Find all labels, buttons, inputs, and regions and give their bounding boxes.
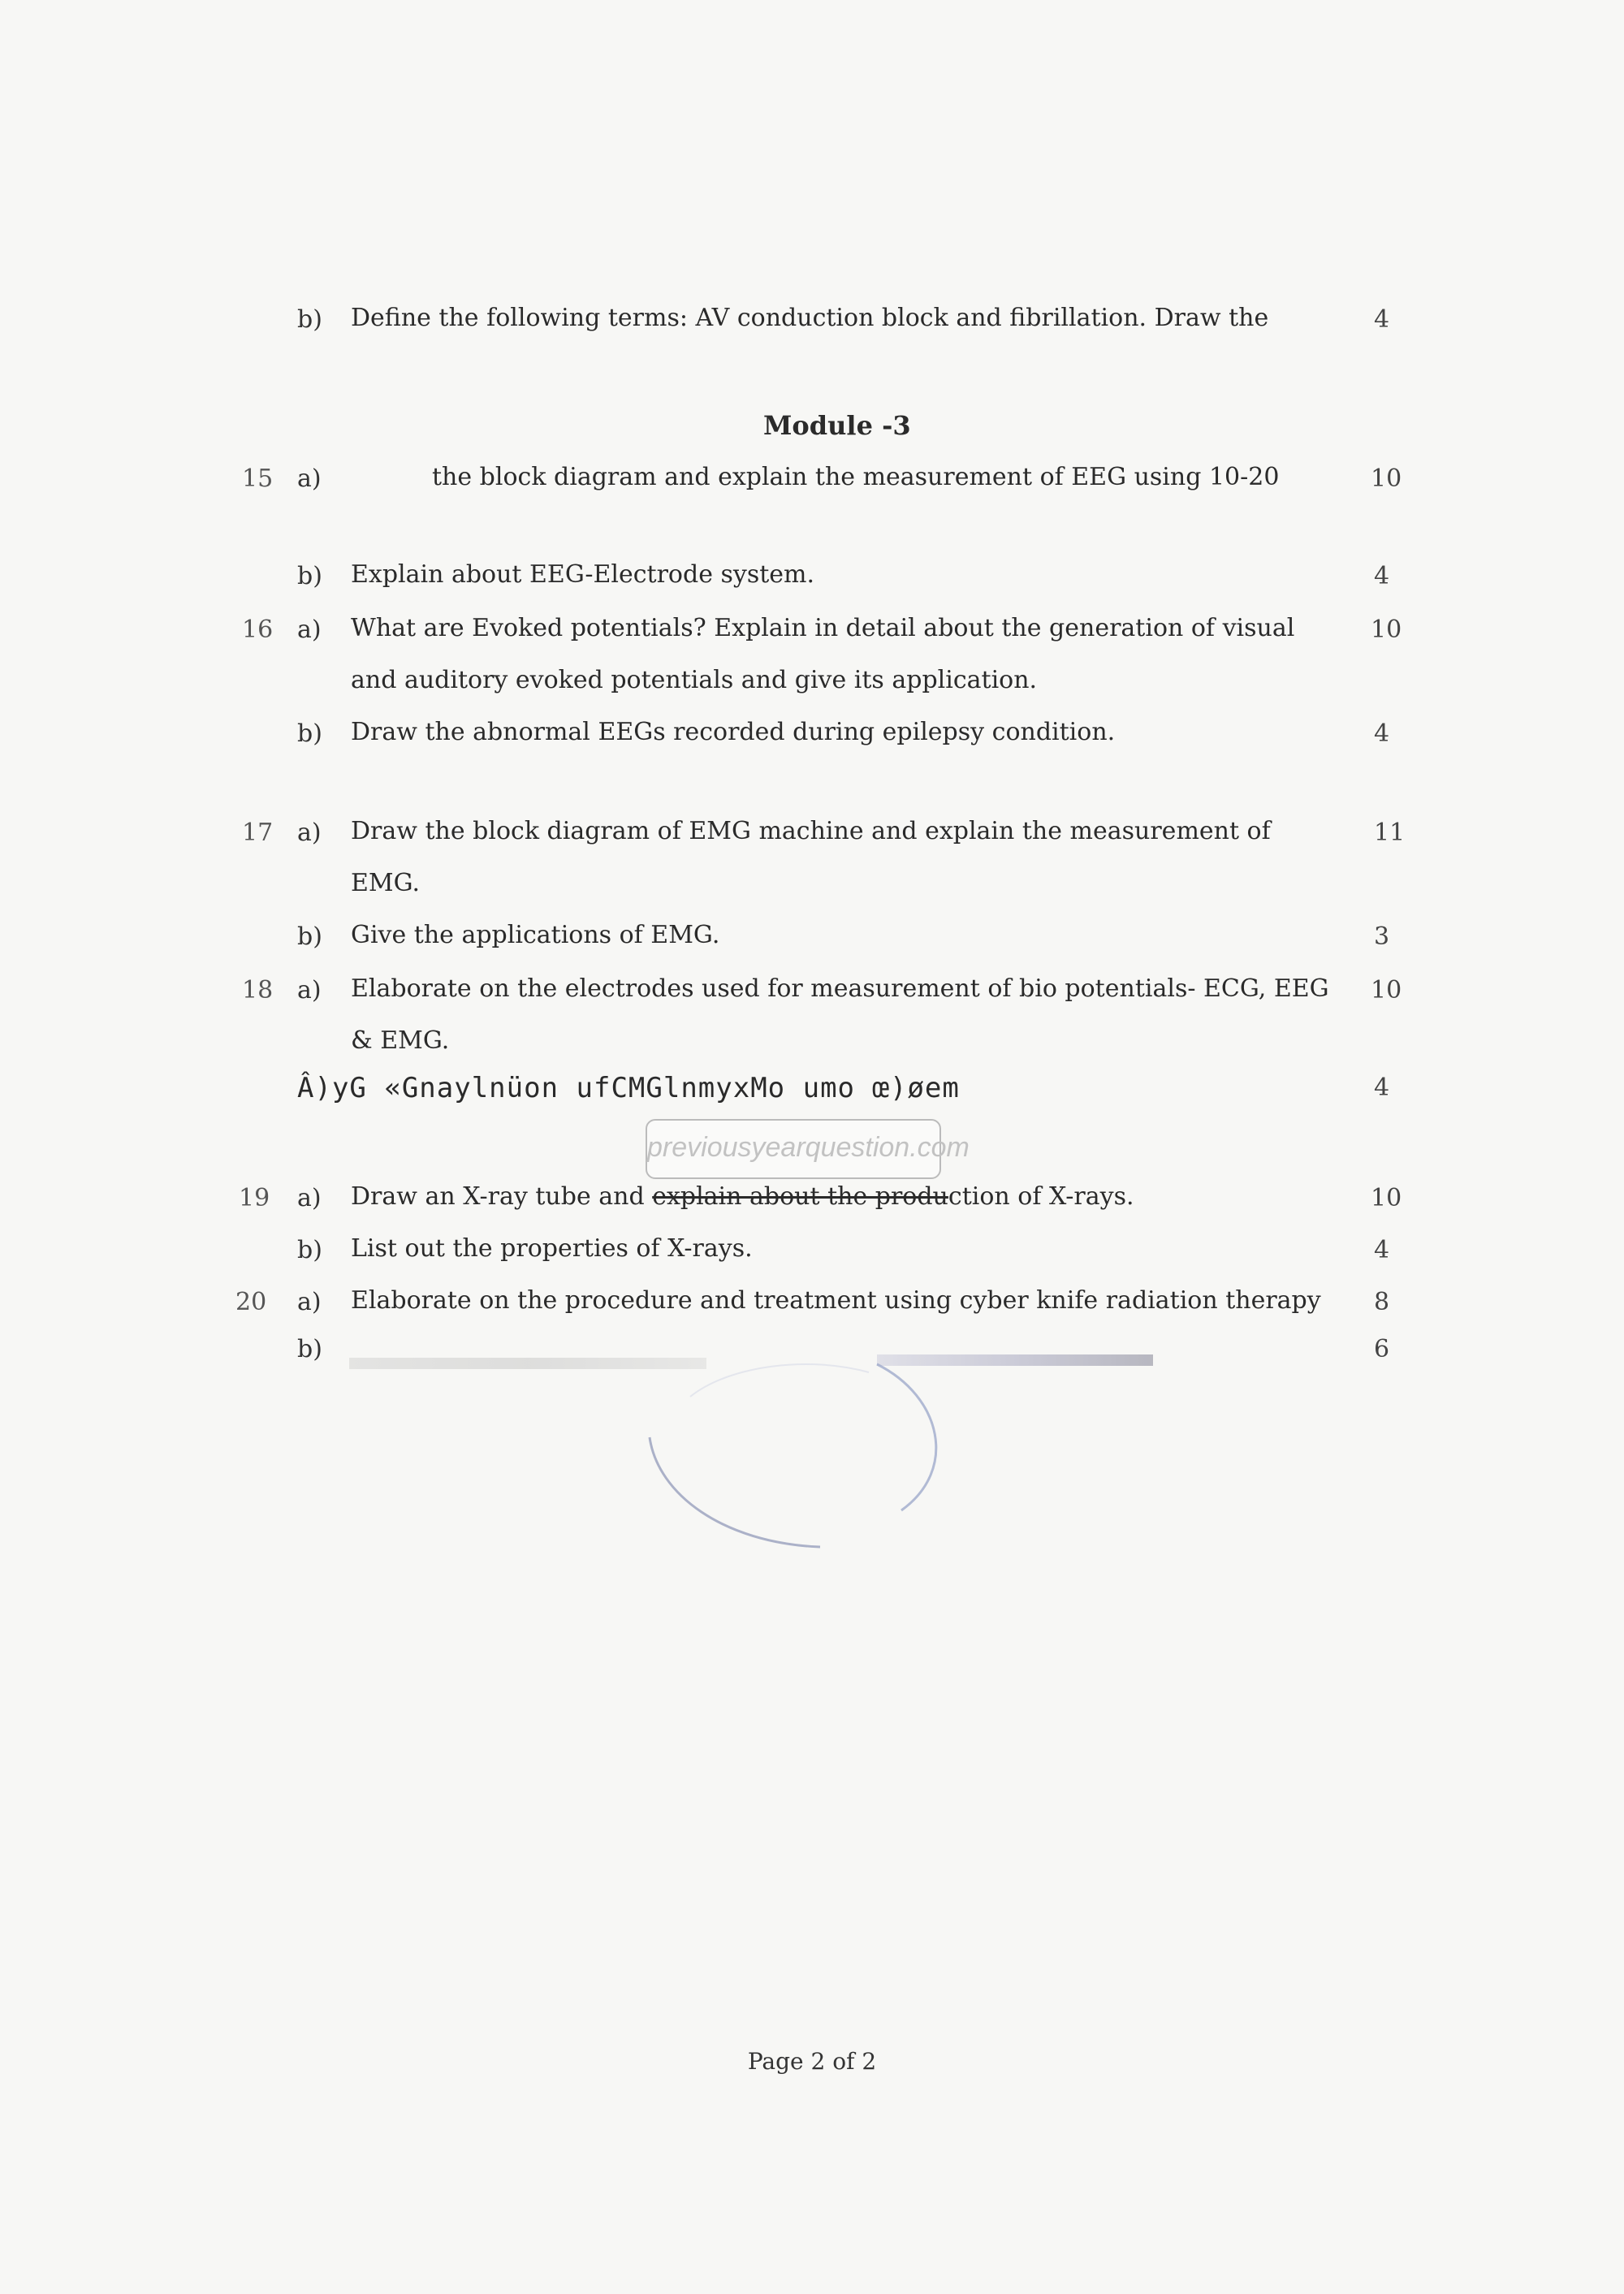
q15a-marks: 10 [1371, 464, 1402, 493]
q20a-part: a) [297, 1288, 322, 1316]
q15b-part: b) [297, 562, 322, 590]
q18a-text-line1: Elaborate on the electrodes used for measurement of bio potentials- ECG, EEG [351, 974, 1329, 1003]
q17a-text-line2: EMG. [351, 869, 421, 897]
q18a-part: a) [297, 976, 322, 1004]
q14b-part: b) [297, 305, 322, 334]
q17a-part: a) [297, 819, 322, 847]
q16a-text-line2: and auditory evoked potentials and give its application. [351, 666, 1038, 694]
q16a-text-line1: What are Evoked potentials? Explain in detail about the generation of visual [351, 614, 1295, 642]
q20-number: 20 [235, 1288, 267, 1316]
q16b-text: Draw the abnormal EEGs recorded during epilepsy condition. [351, 718, 1116, 746]
q16b-part: b) [297, 719, 322, 748]
q14b-marks: 4 [1374, 305, 1390, 334]
q16a-part: a) [297, 616, 322, 644]
q19a-marks: 10 [1371, 1184, 1402, 1212]
q20b-marks: 6 [1374, 1335, 1390, 1363]
q16-number: 16 [242, 616, 274, 644]
q15b-text: Explain about EEG-Electrode system. [351, 560, 815, 589]
q19b-text: List out the properties of X-rays. [351, 1234, 753, 1263]
q20b-part: b) [297, 1335, 322, 1363]
q19-number: 19 [239, 1184, 270, 1212]
q17b-text: Give the applications of EMG. [351, 921, 720, 949]
q16b-marks: 4 [1374, 719, 1390, 748]
q17-number: 17 [242, 819, 274, 847]
q14b-text: Define the following terms: AV conduction block and fibrillation. Draw the [351, 304, 1269, 332]
stamp-oval [633, 1348, 974, 1559]
q16a-marks: 10 [1371, 616, 1402, 644]
q20a-text: Elaborate on the procedure and treatment using cyber knife radiation therapy [351, 1286, 1321, 1315]
q18-number: 18 [242, 976, 274, 1004]
q17b-marks: 3 [1374, 922, 1390, 951]
q15-number: 15 [242, 464, 274, 493]
q18b-marks: 4 [1374, 1074, 1390, 1102]
q19b-part: b) [297, 1236, 322, 1264]
q15a-part: a) [297, 464, 322, 493]
q17a-marks: 11 [1374, 819, 1406, 847]
q19a-text: Draw an X-ray tube and explain about the production of X-rays. [351, 1182, 1134, 1211]
q19a-part: a) [297, 1184, 322, 1212]
q17b-part: b) [297, 922, 322, 951]
q18b-text: Â)yG «Gnaylnüon ufCMGlnmyxMo umo œ)øem [297, 1072, 960, 1104]
page-footer: Page 2 of 2 [747, 2048, 877, 2075]
q20a-marks: 8 [1374, 1288, 1390, 1316]
q15b-marks: 4 [1374, 562, 1390, 590]
q18a-text-line2: & EMG. [351, 1026, 450, 1055]
q15a-text: the block diagram and explain the measurement of EEG using 10-20 [432, 463, 1280, 491]
q19b-marks: 4 [1374, 1236, 1390, 1264]
q18a-marks: 10 [1371, 976, 1402, 1004]
q17a-text-line1: Draw the block diagram of EMG machine and explain the measurement of [351, 817, 1271, 845]
watermark-logo: previousyearquestion.com [646, 1119, 941, 1179]
module-heading: Module -3 [763, 410, 911, 441]
